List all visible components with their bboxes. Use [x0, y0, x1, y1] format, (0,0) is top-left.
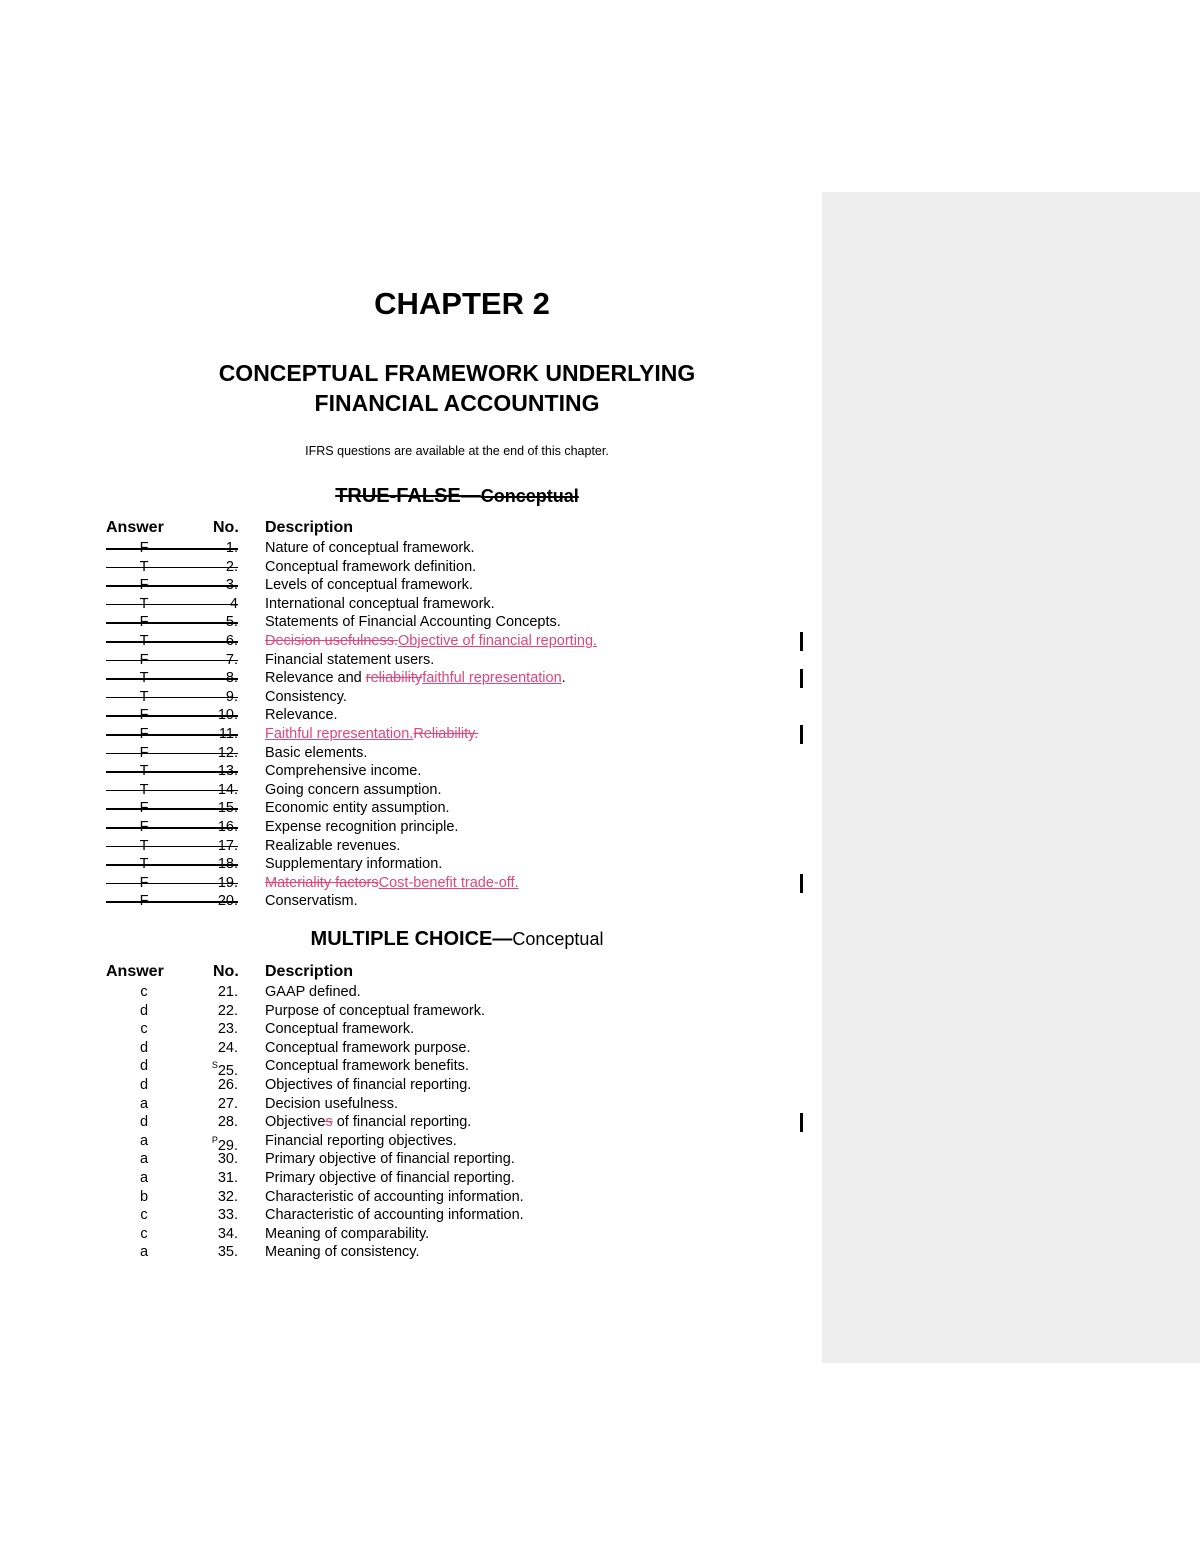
table-row	[0, 744, 820, 763]
chapter-subtitle	[0, 358, 914, 418]
number-value: 25.	[217, 1063, 238, 1080]
number-cell	[190, 983, 238, 1002]
answer-cell: a	[139, 1132, 149, 1149]
description-cell	[265, 1206, 524, 1225]
number-value: 9.	[225, 688, 238, 705]
inserted-text: faithful representation	[422, 670, 562, 687]
table-row	[0, 874, 820, 893]
number-column-header: No.	[213, 963, 239, 980]
table-row	[0, 1020, 820, 1039]
description-cell	[265, 855, 442, 874]
answer-cell: F	[139, 744, 149, 761]
description-text: Relevance and	[265, 670, 366, 687]
deleted-text: Materiality factors	[265, 874, 379, 891]
number-value: 11.	[218, 726, 238, 742]
answer-cell: F	[139, 651, 149, 668]
description-text: Financial statement users.	[265, 651, 435, 668]
number-value: 16.	[217, 819, 238, 835]
number-cell	[190, 744, 238, 763]
description-cell	[265, 669, 566, 688]
description-text: International conceptual framework.	[265, 595, 495, 612]
description-cell	[265, 837, 400, 856]
table-row	[0, 1188, 820, 1207]
table-row	[0, 837, 820, 856]
table-row	[0, 1225, 820, 1244]
answer-cell: T	[139, 633, 149, 649]
answer-cell: c	[140, 984, 148, 1000]
description-text: Comprehensive income.	[265, 763, 422, 780]
description-cell	[265, 1113, 471, 1132]
number-value: 28.	[217, 1114, 238, 1131]
table-row	[0, 1095, 820, 1114]
subtitle-line-1: CONCEPTUAL FRAMEWORK UNDERLYING	[218, 360, 696, 386]
description-cell	[265, 762, 421, 781]
number-cell	[190, 1150, 238, 1169]
inserted-text: Cost-benefit trade-off.	[378, 874, 519, 891]
description-cell	[265, 651, 434, 670]
number-cell	[190, 1243, 238, 1262]
description-text: Going concern assumption.	[265, 781, 442, 798]
description-text: Consistency.	[265, 688, 347, 705]
description-text: Purpose of conceptual framework.	[265, 1002, 486, 1019]
description-cell	[265, 1150, 515, 1169]
description-text: Relevance.	[265, 707, 338, 724]
number-value: 4	[229, 595, 238, 612]
number-cell	[190, 1039, 238, 1058]
number-value: 2.	[225, 558, 238, 575]
answer-cell: F	[139, 726, 149, 742]
number-value: 18.	[217, 856, 238, 873]
number-cell	[190, 818, 238, 837]
true-false-table-header	[0, 519, 820, 539]
change-bar	[800, 1113, 803, 1132]
table-row	[0, 1150, 820, 1169]
multiple-choice-heading-dash: —	[492, 928, 513, 950]
number-value: 17.	[217, 837, 238, 854]
number-cell	[190, 855, 238, 874]
number-value: 1.	[225, 540, 238, 556]
description-tail: of financial reporting.	[332, 1114, 472, 1131]
answer-cell: T	[139, 688, 149, 705]
description-column-header: Description	[265, 963, 354, 980]
number-value: 14.	[217, 781, 238, 798]
number-value: 32.	[217, 1188, 238, 1205]
number-value: 19.	[217, 874, 238, 891]
answer-cell: a	[139, 1170, 149, 1186]
change-bar	[800, 669, 803, 688]
true-false-heading-sub: Conceptual	[480, 486, 579, 506]
table-row	[0, 1132, 820, 1154]
answer-cell: d	[139, 1039, 149, 1056]
answer-cell: T	[139, 781, 149, 798]
table-row	[0, 892, 820, 911]
number-cell	[190, 725, 238, 744]
answer-cell: T	[139, 837, 149, 854]
table-row	[0, 651, 820, 670]
answer-cell: T	[139, 670, 149, 687]
description-text: Characteristic of accounting information.	[265, 1188, 524, 1205]
description-cell	[265, 1095, 398, 1114]
answer-cell: F	[139, 874, 149, 891]
table-row	[0, 781, 820, 800]
table-row	[0, 1243, 820, 1262]
table-row	[0, 595, 820, 614]
answer-cell: F	[139, 577, 149, 594]
description-cell	[265, 1243, 419, 1262]
description-cell	[265, 1002, 485, 1021]
description-cell	[265, 818, 458, 837]
table-row	[0, 1169, 820, 1188]
number-cell	[190, 799, 238, 818]
table-row	[0, 725, 820, 744]
deleted-text: Decision usefulness.	[265, 633, 398, 649]
description-cell	[265, 1225, 429, 1244]
description-text: Meaning of consistency.	[265, 1244, 420, 1261]
number-value: 13.	[217, 763, 238, 780]
description-text: Primary objective of financial reporting.	[265, 1170, 515, 1186]
number-value: 20.	[217, 893, 238, 910]
description-text: Characteristic of accounting information.	[265, 1207, 524, 1224]
multiple-choice-heading-sub: Conceptual	[512, 929, 604, 949]
answer-cell: a	[139, 1095, 149, 1112]
number-value: 29.	[217, 1137, 238, 1154]
answer-cell: T	[139, 595, 149, 612]
table-row	[0, 632, 820, 651]
answer-cell: c	[140, 1021, 148, 1038]
description-text: Conceptual framework benefits.	[265, 1058, 469, 1075]
number-cell	[190, 1206, 238, 1225]
description-cell	[265, 539, 475, 558]
number-value: 30.	[217, 1151, 238, 1168]
number-prefix: P	[211, 1134, 218, 1145]
description-text: Objectives of financial reporting.	[265, 1077, 472, 1093]
description-cell	[265, 744, 367, 763]
description-cell	[265, 1169, 515, 1188]
number-cell	[190, 651, 238, 670]
change-bar	[800, 874, 803, 893]
answer-cell: F	[139, 800, 149, 817]
number-cell	[190, 576, 238, 595]
table-row	[0, 855, 820, 874]
answer-cell: F	[139, 540, 149, 556]
answer-cell: F	[139, 707, 149, 724]
number-cell	[190, 1095, 238, 1114]
number-prefix: S	[211, 1060, 218, 1071]
deleted-text: reliability	[365, 670, 423, 687]
answer-cell: b	[139, 1188, 149, 1205]
answer-cell: F	[139, 819, 149, 835]
number-cell	[190, 892, 238, 911]
description-text: Supplementary information.	[265, 856, 443, 873]
answer-column-header: Answer	[106, 519, 164, 536]
description-text: Decision usefulness.	[265, 1095, 398, 1112]
description-cell	[265, 558, 476, 577]
number-cell	[190, 1076, 238, 1095]
description-cell	[265, 706, 338, 725]
description-text: Meaning of comparability.	[265, 1225, 430, 1242]
multiple-choice-table-header	[0, 963, 820, 983]
description-text: Conceptual framework purpose.	[265, 1039, 471, 1056]
table-row	[0, 818, 820, 837]
table-row	[0, 688, 820, 707]
answer-cell: d	[139, 1077, 149, 1093]
number-value: 6.	[225, 633, 238, 649]
description-text: Objective	[265, 1114, 326, 1131]
number-cell	[190, 558, 238, 577]
number-column-header: No.	[213, 519, 239, 536]
number-value: 12.	[217, 744, 238, 761]
answer-column-header: Answer	[106, 963, 164, 980]
description-cell	[265, 781, 442, 800]
table-row	[0, 1002, 820, 1021]
description-cell	[265, 613, 561, 632]
description-text: Basic elements.	[265, 744, 368, 761]
table-row	[0, 799, 820, 818]
table-row	[0, 669, 820, 688]
description-text: Conceptual framework.	[265, 1021, 415, 1038]
description-column-header: Description	[265, 519, 354, 536]
description-tail: .	[561, 670, 566, 687]
table-row	[0, 1206, 820, 1225]
multiple-choice-heading-text: MULTIPLE CHOICE	[310, 928, 493, 950]
number-value: 35.	[217, 1244, 238, 1261]
number-cell	[190, 1113, 238, 1132]
number-cell	[190, 595, 238, 614]
number-value: 15.	[217, 800, 238, 817]
description-text: Conceptual framework definition.	[265, 558, 477, 575]
true-false-heading-dash: —	[460, 485, 481, 507]
multiple-choice-heading	[0, 928, 914, 951]
answer-cell: F	[139, 893, 149, 910]
table-row	[0, 1057, 820, 1080]
number-value: 33.	[217, 1207, 238, 1224]
number-cell	[190, 669, 238, 688]
description-cell	[265, 595, 495, 614]
number-value: 26.	[217, 1077, 238, 1093]
deleted-text: s	[325, 1114, 333, 1131]
description-text: Primary objective of financial reporting.	[265, 1151, 515, 1168]
table-row	[0, 558, 820, 577]
description-cell	[265, 688, 347, 707]
table-row	[0, 762, 820, 781]
answer-cell: d	[139, 1114, 149, 1131]
description-cell	[265, 576, 473, 595]
answer-cell: c	[140, 1207, 148, 1224]
number-value: 10.	[217, 707, 238, 724]
number-cell	[190, 1002, 238, 1021]
table-row	[0, 539, 820, 558]
answer-cell: T	[139, 856, 149, 873]
change-bar	[800, 725, 803, 744]
table-row	[0, 706, 820, 725]
number-value: 22.	[217, 1002, 238, 1019]
answer-cell: d	[139, 1058, 149, 1075]
number-cell	[190, 1169, 238, 1188]
table-row	[0, 1113, 820, 1132]
table-row	[0, 1076, 820, 1095]
description-cell	[265, 1057, 469, 1076]
description-cell	[265, 983, 361, 1002]
answer-cell: T	[139, 763, 149, 780]
number-cell	[190, 837, 238, 856]
ifrs-note: IFRS questions are available at the end of this chapter.	[305, 444, 609, 458]
number-value: 34.	[217, 1225, 238, 1242]
deleted-text: Reliability.	[413, 726, 479, 742]
number-cell	[190, 781, 238, 800]
description-cell	[265, 874, 519, 893]
description-text: Economic entity assumption.	[265, 800, 450, 817]
number-cell	[190, 762, 238, 781]
description-text: Financial reporting objectives.	[265, 1132, 457, 1149]
description-cell	[265, 1132, 457, 1151]
number-value: 8.	[225, 670, 238, 687]
number-value: 27.	[217, 1095, 238, 1112]
description-text: Nature of conceptual framework.	[265, 540, 475, 556]
description-cell	[265, 892, 358, 911]
number-value: 21.	[217, 984, 238, 1000]
number-value: 23.	[217, 1021, 238, 1038]
number-cell	[190, 1225, 238, 1244]
true-false-heading-text: TRUE-FALSE	[335, 485, 461, 507]
true-false-heading	[0, 485, 914, 508]
inserted-text: Objective of financial reporting.	[398, 633, 598, 649]
inserted-text: Faithful representation.	[265, 726, 414, 742]
description-text: Expense recognition principle.	[265, 819, 459, 835]
table-row	[0, 613, 820, 632]
number-value: 7.	[225, 651, 238, 668]
number-value: 24.	[217, 1039, 238, 1056]
description-cell	[265, 725, 478, 744]
change-bar	[800, 632, 803, 651]
table-row	[0, 983, 820, 1002]
answer-cell: F	[139, 614, 149, 631]
number-cell	[190, 539, 238, 558]
answer-cell: a	[139, 1151, 149, 1168]
table-row	[0, 576, 820, 595]
number-cell	[190, 632, 238, 651]
number-cell	[190, 706, 238, 725]
number-cell	[190, 688, 238, 707]
description-cell	[265, 632, 597, 651]
number-value: 5.	[225, 614, 238, 631]
number-cell	[190, 874, 238, 893]
description-text: Levels of conceptual framework.	[265, 577, 473, 594]
number-cell	[190, 1020, 238, 1039]
description-text: Conservatism.	[265, 893, 358, 910]
table-row	[0, 1039, 820, 1058]
answer-cell: d	[139, 1002, 149, 1019]
description-cell	[265, 799, 450, 818]
description-cell	[265, 1076, 471, 1095]
description-text: GAAP defined.	[265, 984, 361, 1000]
description-cell	[265, 1020, 414, 1039]
number-value: 3.	[225, 577, 238, 594]
description-text: Statements of Financial Accounting Concepts.	[265, 614, 561, 631]
number-value: 31.	[217, 1170, 238, 1186]
answer-cell: c	[140, 1225, 148, 1242]
answer-cell: T	[139, 558, 149, 575]
answer-cell: a	[139, 1244, 149, 1261]
subtitle-line-2: FINANCIAL ACCOUNTING	[314, 390, 600, 416]
description-text: Realizable revenues.	[265, 837, 401, 854]
number-cell	[190, 1188, 238, 1207]
number-cell	[190, 613, 238, 632]
description-cell	[265, 1188, 524, 1207]
description-cell	[265, 1039, 471, 1058]
chapter-title: CHAPTER 2	[374, 286, 550, 321]
